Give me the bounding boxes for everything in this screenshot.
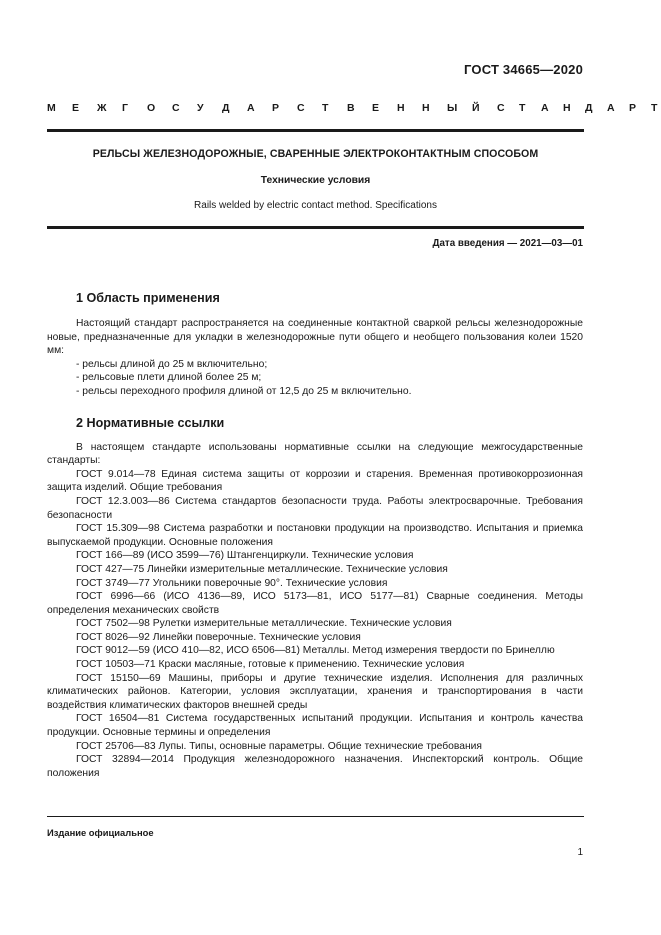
footer-rule [47,816,584,817]
reference-entry: ГОСТ 15.309—98 Система разработки и постановки продукции на производство. Испытания и приемка выпускаемой продукции. Основные положения [47,523,583,548]
list-item: - рельсы длиной до 25 м включительно; [47,358,583,372]
reference-entry: ГОСТ 9012—59 (ИСО 410—82, ИСО 6506—81) Металлы. Метод измерения твердости по Бринеллю [76,645,555,657]
header-letter: Д [222,102,230,114]
reference-entry: ГОСТ 8026—92 Линейки поверочные. Технические условия [76,631,361,643]
reference-entry: ГОСТ 16504—81 Система государственных испытаний продукции. Испытания и контроль качества продукции. Основные термины и определения [47,713,583,739]
interstate-word [47,102,497,114]
header-letter: Ж [97,102,107,114]
references-list [47,441,583,781]
header-letter: Р [272,102,280,114]
header-letter: Т [519,102,526,114]
header-letter: Е [372,102,380,114]
header-letter: Н [563,102,571,114]
header-letter: Ы [447,102,458,114]
header-letter: Н [397,102,405,114]
header-letter: А [541,102,549,114]
reference-entry: ГОСТ 6996—66 (ИСО 4136—89, ИСО 5173—81, ИСО 5177—81) Сварные соединения. Методы определения механических свойств [47,591,583,616]
header-letter: Д [585,102,593,114]
document-body [47,290,583,780]
scope-list [47,358,583,399]
scope-paragraph: Настоящий стандарт распространяется на соединенные контактной сваркой рельсы железнодорожные новые, предназначенные для укладки в железнодорожные пути общего и необщего пользования колеи 1520 мм: [47,318,583,357]
reference-entry: ГОСТ 7502—98 Рулетки измерительные металлические. Технические условия [76,618,452,630]
header-letter: Г [122,102,128,114]
header-letter: В [347,102,355,114]
header-letter: Т [651,102,658,114]
header-letter: М [47,102,56,114]
reference-entry: ГОСТ 25706—83 Лупы. Типы, основные параметры. Общие технические требования [76,740,482,752]
standard-word [497,102,661,114]
document-code: ГОСТ 34665—2020 [464,62,583,77]
reference-entry: ГОСТ 166—89 (ИСО 3599—76) Штангенциркули. Технические условия [76,550,414,562]
introduction-date: Дата введения — 2021—03—01 [432,238,583,249]
header-letter: А [247,102,255,114]
reference-entry: ГОСТ 15150—69 Машины, приборы и другие технические изделия. Исполнения для различных климатических районов. Категории, условия эксплуатации, хранения и транспортирования в части воздействия климатических факторов внешней среды [47,672,583,711]
reference-entry: ГОСТ 9.014—78 Единая система защиты от коррозии и старения. Временная противокоррозионная защита изделий. Общие требования [47,468,583,494]
header-letter: С [172,102,180,114]
section-heading-references: 2 Нормативные ссылки [76,415,225,430]
interstate-standard-label [47,102,658,114]
list-item: - рельсы переходного профиля длиной от 12,5 до 25 м включительно. [47,385,583,399]
page-number: 1 [577,847,583,858]
header-letter: У [197,102,204,114]
reference-entry: ГОСТ 3749—77 Угольники поверочные 90°. Технические условия [76,577,388,589]
header-letter: Е [72,102,80,114]
reference-entry: ГОСТ 32894—2014 Продукция железнодорожного назначения. Инспекторский контроль. Общие положения [47,754,583,779]
official-edition-label: Издание официальное [47,827,154,838]
header-letter: Й [472,102,480,114]
header-letter: Т [322,102,329,114]
header-letter: А [607,102,615,114]
references-intro: В настоящем стандарте использованы нормативные ссылки на следующие межгосударственные стандарты: [47,441,583,467]
list-item: - рельсовые плети длиной более 25 м; [47,371,583,385]
document-subtitle: Технические условия [260,175,371,186]
document-title: РЕЛЬСЫ ЖЕЛЕЗНОДОРОЖНЫЕ, СВАРЕННЫЕ ЭЛЕКТРОКОНТАКТНЫМ СПОСОБОМ [92,148,539,160]
header-letter: С [297,102,305,114]
header-letter: О [147,102,156,114]
reference-entry: ГОСТ 427—75 Линейки измерительные металлические. Технические условия [76,563,448,575]
title-rule [47,226,584,229]
header-letter: Р [629,102,637,114]
header-rule [47,129,584,132]
header-letter: Н [422,102,430,114]
header-letter: С [497,102,505,114]
section-heading-scope: 1 Область применения [76,291,220,305]
reference-entry: ГОСТ 10503—71 Краски масляные, готовые к применению. Технические условия [76,659,465,671]
reference-entry: ГОСТ 12.3.003—86 Система стандартов безопасности труда. Работы электросварочные. Требования безопасности [47,495,583,521]
english-title: Rails welded by electric contact method. Specifications [194,200,437,211]
